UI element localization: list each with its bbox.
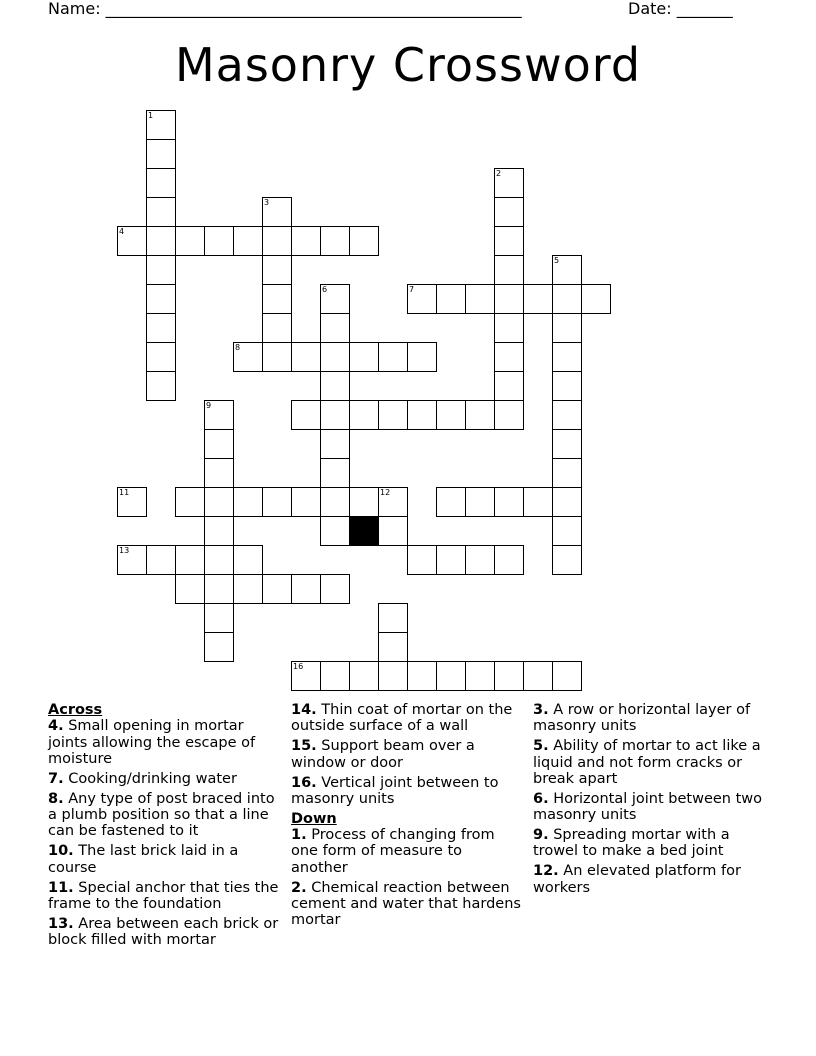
grid-cell[interactable] [233,226,263,256]
grid-cell[interactable] [407,342,437,372]
grid-cell[interactable] [146,545,176,575]
grid-cell[interactable] [581,284,611,314]
grid-cell[interactable] [233,342,263,372]
grid-cell[interactable] [146,226,176,256]
grid-cell[interactable] [320,313,350,343]
grid-cell[interactable] [552,661,582,691]
grid-cell[interactable] [204,574,234,604]
grid-cell[interactable] [233,545,263,575]
grid-cell[interactable] [407,400,437,430]
clue-number: 16 [293,662,304,671]
grid-cell[interactable] [320,487,350,517]
clues-column-1 [48,702,284,952]
grid-cell[interactable] [494,371,524,401]
grid-cell[interactable] [378,400,408,430]
grid-cell[interactable] [494,168,524,198]
grid-cell[interactable] [204,429,234,459]
grid-cell[interactable] [204,516,234,546]
grid-cell[interactable] [349,342,379,372]
grid-cell[interactable] [262,487,292,517]
grid-cell[interactable] [175,545,205,575]
grid-cell[interactable] [146,110,176,140]
grid-cell[interactable] [146,284,176,314]
clue-number: 4 [119,227,125,236]
grid-cell[interactable] [378,661,408,691]
down-heading: Down [291,810,337,827]
grid-cell[interactable] [494,400,524,430]
grid-cell[interactable] [349,487,379,517]
grid-cell[interactable] [465,545,495,575]
grid-cell[interactable] [175,487,205,517]
clue-number: 2 [496,169,502,178]
grid-cell[interactable] [494,487,524,517]
down-clue-12: 12. An elevated platform for workers [533,863,741,896]
grid-cell[interactable] [262,574,292,604]
grid-cell[interactable] [378,603,408,633]
black-cell [349,516,379,546]
grid-cell[interactable] [117,226,147,256]
clue-number: 12 [380,488,391,497]
clue-number: 1 [148,111,154,120]
across-clue-7: 7. Cooking/drinking water [48,770,237,787]
down-clue-5: 5. Ability of mortar to act like a liquid and not form cracks or break apart [533,738,761,787]
grid-cell[interactable] [320,284,350,314]
grid-cell[interactable] [378,342,408,372]
grid-cell[interactable] [146,313,176,343]
grid-cell[interactable] [465,487,495,517]
across-clue-11: 11. Special anchor that ties the frame to the foundation [48,879,279,913]
grid-cell[interactable] [320,429,350,459]
grid-cell[interactable] [320,661,350,691]
across-clue-13: 13. Area between each brick or block filled with mortar [48,916,279,949]
grid-cell[interactable] [494,661,524,691]
grid-cell[interactable] [204,545,234,575]
grid-cell[interactable] [320,574,350,604]
grid-cell[interactable] [552,429,582,459]
date-label: Date: _______ [628,0,733,18]
grid-cell[interactable] [204,400,234,430]
page-title: Masonry Crossword [174,38,642,92]
grid-cell[interactable] [262,313,292,343]
clue-number: 13 [119,546,130,555]
grid-cell[interactable] [262,255,292,285]
grid-cell[interactable] [291,400,321,430]
clues-column-3 [533,702,768,900]
across-clue-14: 14. Thin coat of mortar on the outside surface of a wall [291,702,513,735]
grid-cell[interactable] [349,661,379,691]
grid-cell[interactable] [204,603,234,633]
down-clue-9: 9. Spreading mortar with a trowel to make a bed joint [533,827,730,860]
clue-number: 7 [409,285,415,294]
grid-cell[interactable] [552,400,582,430]
across-heading: Across [48,702,103,718]
grid-cell[interactable] [494,226,524,256]
grid-cell[interactable] [320,400,350,430]
grid-cell[interactable] [407,661,437,691]
grid-cell[interactable] [146,168,176,198]
grid-cell[interactable] [494,284,524,314]
grid-cell[interactable] [349,400,379,430]
grid-cell[interactable] [204,226,234,256]
across-clue-15: 15. Support beam over a window or door [291,738,475,771]
grid-cell[interactable] [291,226,321,256]
clue-number: 5 [554,256,560,265]
grid-cell[interactable] [465,284,495,314]
grid-cell[interactable] [523,487,553,517]
grid-cell[interactable] [523,284,553,314]
grid-cell[interactable] [204,632,234,662]
grid-cell[interactable] [320,458,350,488]
grid-cell[interactable] [436,545,466,575]
grid-cell[interactable] [175,574,205,604]
grid-cell[interactable] [407,545,437,575]
grid-cell[interactable] [552,516,582,546]
grid-cell[interactable] [552,313,582,343]
grid-cell[interactable] [146,371,176,401]
grid-cell[interactable] [146,139,176,169]
grid-cell[interactable] [552,371,582,401]
grid-cell[interactable] [146,255,176,285]
grid-cell[interactable] [436,284,466,314]
down-clue-1: 1. Process of changing from one form of measure to another [291,827,495,876]
clues-column-2 [291,702,521,932]
grid-cell[interactable] [552,255,582,285]
clue-number: 6 [322,285,328,294]
across-clue-8: 8. Any type of post braced into a plumb position so that a line can be fastened to it [48,790,275,840]
grid-cell[interactable] [407,284,437,314]
grid-cell[interactable] [320,371,350,401]
grid-cell[interactable] [146,342,176,372]
grid-cell[interactable] [262,342,292,372]
grid-cell[interactable] [523,661,553,691]
grid-cell[interactable] [117,545,147,575]
down-clue-2: 2. Chemical reaction between cement and water that hardens mortar [291,879,521,929]
grid-cell[interactable] [175,226,205,256]
grid-cell[interactable] [262,284,292,314]
grid-cell[interactable] [233,487,263,517]
grid-cell[interactable] [494,313,524,343]
clue-number: 8 [235,343,241,352]
grid-cell[interactable] [494,342,524,372]
grid-cell[interactable] [291,487,321,517]
grid-cell[interactable] [262,226,292,256]
clue-number: 9 [206,401,212,410]
grid-cell[interactable] [349,226,379,256]
across-clue-4: 4. Small opening in mortar joints allowing the escape of moisture [48,718,256,767]
grid-cell[interactable] [465,400,495,430]
grid-cell[interactable] [291,574,321,604]
grid-cell[interactable] [233,574,263,604]
grid-cell[interactable] [436,400,466,430]
grid-cell[interactable] [378,632,408,662]
grid-cell[interactable] [552,545,582,575]
grid-cell[interactable] [552,487,582,517]
grid-cell[interactable] [494,255,524,285]
grid-cell[interactable] [117,487,147,517]
clue-number: 3 [264,198,270,207]
down-clue-6: 6. Horizontal joint between two masonry units [533,790,763,824]
grid-cell[interactable] [552,284,582,314]
grid-cell[interactable] [262,197,292,227]
grid-cell[interactable] [378,487,408,517]
grid-cell[interactable] [291,661,321,691]
grid-cell[interactable] [494,197,524,227]
grid-cell[interactable] [465,661,495,691]
grid-cell[interactable] [320,342,350,372]
grid-cell[interactable] [146,197,176,227]
name-label: Name: ____________________________________________________ [48,0,522,18]
grid-cell[interactable] [552,458,582,488]
grid-cell[interactable] [436,661,466,691]
grid-cell[interactable] [204,487,234,517]
grid-cell[interactable] [320,516,350,546]
grid-cell[interactable] [291,342,321,372]
down-clue-3: 3. A row or horizontal layer of masonry units [533,702,751,735]
grid-cell[interactable] [552,342,582,372]
grid-cell[interactable] [494,545,524,575]
clue-number: 11 [119,488,130,497]
grid-cell[interactable] [378,516,408,546]
grid-cell[interactable] [320,226,350,256]
across-clue-10: 10. The last brick laid in a course [48,843,239,876]
grid-cell[interactable] [436,487,466,517]
across-clue-16: 16. Vertical joint between to masonry units [291,774,499,807]
grid-cell[interactable] [204,458,234,488]
